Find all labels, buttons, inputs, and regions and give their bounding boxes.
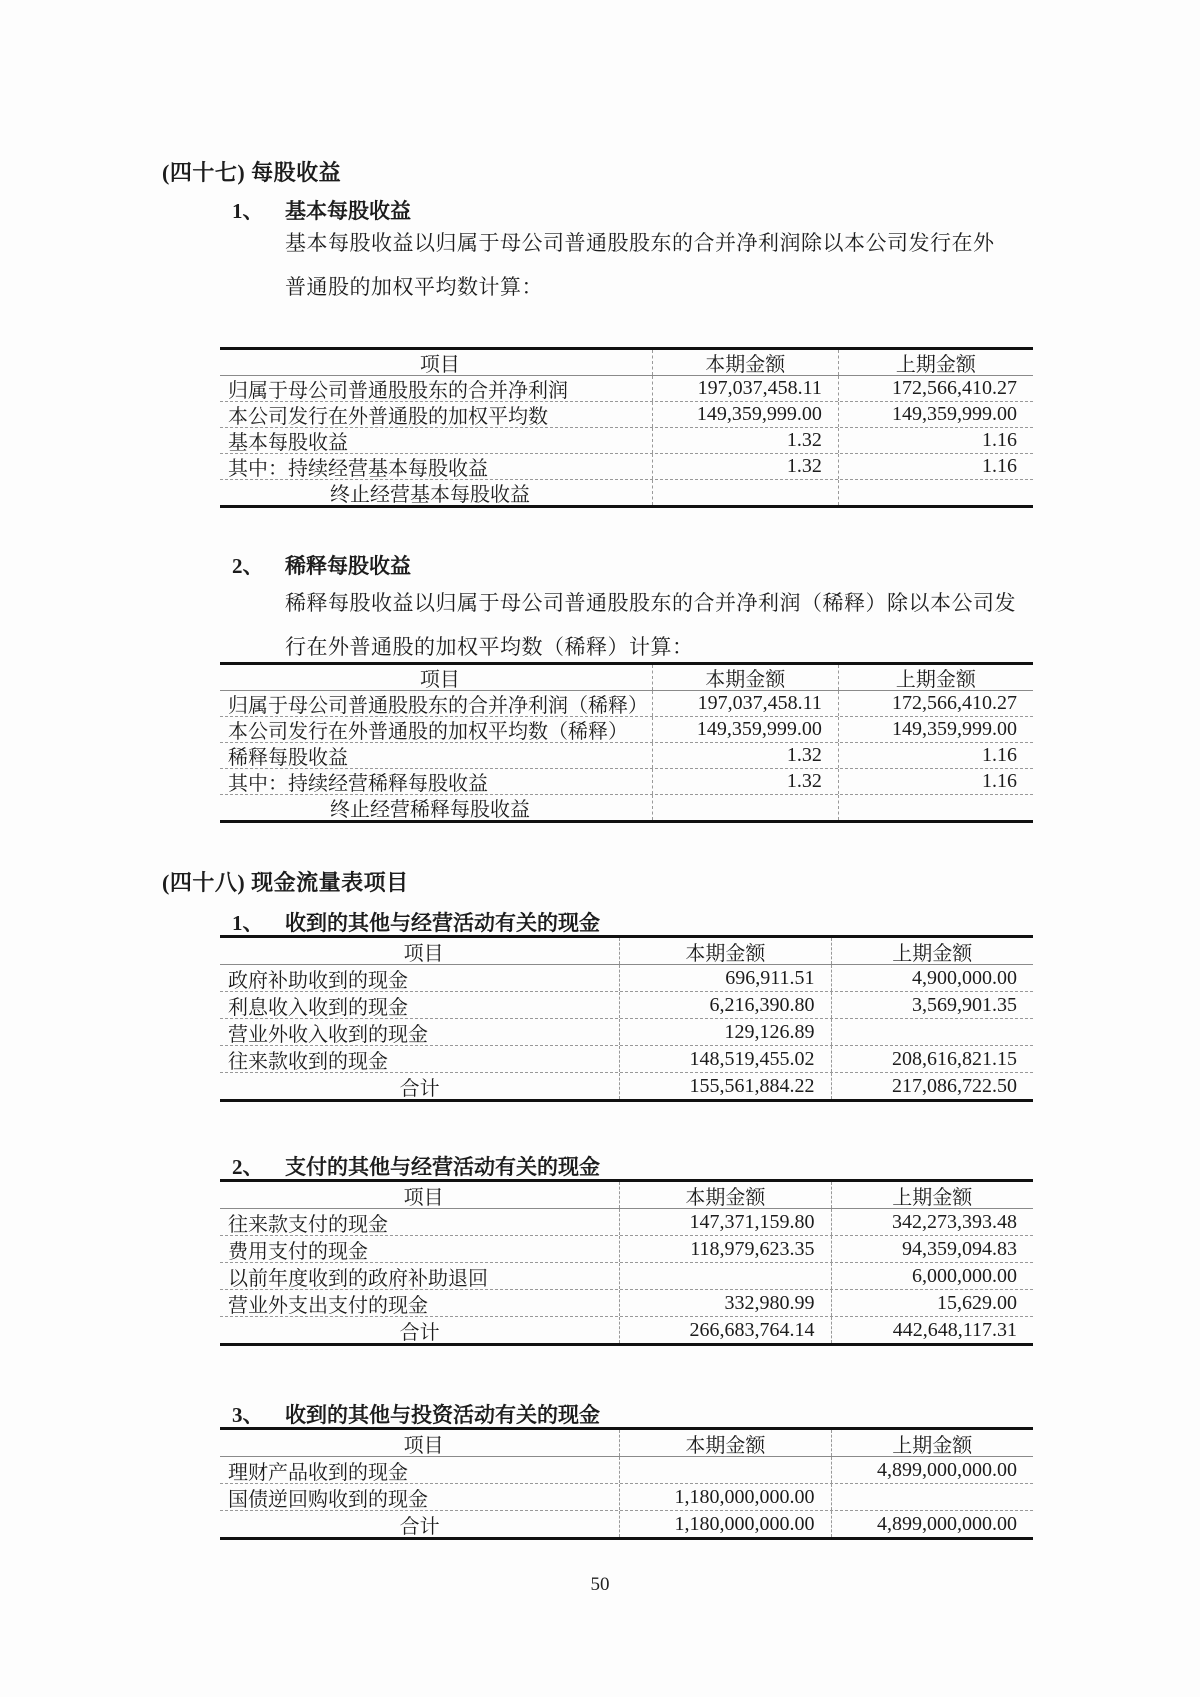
current-period-cell: 155,561,884.22 xyxy=(619,1073,830,1099)
prior-period-cell: 172,566,410.27 xyxy=(838,376,1033,401)
current-period-cell: 332,980.99 xyxy=(619,1290,830,1316)
table-row xyxy=(220,1235,1033,1262)
prior-period-cell: 342,273,393.48 xyxy=(831,1209,1033,1235)
prior-period-cell: 94,359,094.83 xyxy=(831,1236,1033,1262)
item-cell: 往来款收到的现金 xyxy=(228,1050,388,1072)
cash-paid-operating-block xyxy=(220,1152,1033,1346)
prior-period-cell: 1.16 xyxy=(838,743,1033,768)
item-cell: 归属于母公司普通股股东的合并净利润 xyxy=(228,380,568,401)
item-cell: 其中：持续经营稀释每股收益 xyxy=(228,773,488,794)
subsection-title: 支付的其他与经营活动有关的现金 xyxy=(285,1154,600,1179)
prior-period-cell: 6,000,000.00 xyxy=(831,1263,1033,1289)
table-row xyxy=(220,794,1033,820)
item-cell: 理财产品收到的现金 xyxy=(228,1461,408,1483)
column-header: 项目 xyxy=(403,1186,444,1208)
item-cell: 往来款支付的现金 xyxy=(228,1213,388,1235)
page-number: 50 xyxy=(590,1574,610,1595)
prior-period-cell: 4,900,000.00 xyxy=(831,965,1033,991)
paragraph-line: 行在外普通股的加权平均数（稀释）计算： xyxy=(285,635,694,659)
column-header: 项目 xyxy=(403,1434,444,1456)
table-row xyxy=(220,1208,1033,1235)
table-row xyxy=(220,690,1033,716)
subsection-title: 收到的其他与经营活动有关的现金 xyxy=(285,910,600,935)
prior-period-cell: 149,359,999.00 xyxy=(838,717,1033,742)
current-period-cell: 266,683,764.14 xyxy=(619,1317,830,1343)
column-header: 上期金额 xyxy=(838,665,1033,690)
table-row xyxy=(220,401,1033,427)
column-header: 上期金额 xyxy=(831,1182,1033,1208)
current-period-cell: 1.32 xyxy=(652,428,838,453)
subsection-title: 基本每股收益 xyxy=(285,199,411,223)
table-row xyxy=(220,375,1033,401)
current-period-cell: 148,519,455.02 xyxy=(619,1046,830,1072)
column-header: 上期金额 xyxy=(831,938,1033,964)
item-cell: 归属于母公司普通股股东的合并净利润（稀释） xyxy=(228,695,648,716)
subsection-title: 收到的其他与投资活动有关的现金 xyxy=(285,1402,600,1427)
prior-period-cell xyxy=(838,480,1033,505)
table-row xyxy=(220,742,1033,768)
table-row xyxy=(220,1018,1033,1045)
current-period-cell: 1.32 xyxy=(652,743,838,768)
item-cell: 其中：持续经营基本每股收益 xyxy=(228,458,488,479)
item-cell: 稀释每股收益 xyxy=(228,747,348,768)
table-header-row xyxy=(220,665,1033,690)
table-row xyxy=(220,1262,1033,1289)
table-row xyxy=(220,453,1033,479)
item-cell: 以前年度收到的政府补助退回 xyxy=(228,1267,488,1289)
paragraph-line: 基本每股收益以归属于母公司普通股股东的合并净利润除以本公司发行在外 xyxy=(285,231,995,255)
current-period-cell: 197,037,458.11 xyxy=(652,691,838,716)
prior-period-cell: 172,566,410.27 xyxy=(838,691,1033,716)
current-period-cell: 149,359,999.00 xyxy=(652,717,838,742)
subsection-48-1-heading xyxy=(220,908,1033,938)
current-period-cell xyxy=(652,795,838,820)
table-row xyxy=(220,964,1033,991)
item-cell: 政府补助收到的现金 xyxy=(228,969,408,991)
basic-eps-table xyxy=(220,347,1033,508)
table-header-row xyxy=(220,350,1033,375)
subsection-47-2-heading xyxy=(232,550,411,580)
item-cell: 利息收入收到的现金 xyxy=(228,996,408,1018)
item-cell: 本公司发行在外普通股的加权平均数 xyxy=(228,406,548,427)
item-cell: 费用支付的现金 xyxy=(228,1240,368,1262)
prior-period-cell: 442,648,117.31 xyxy=(831,1317,1033,1343)
item-cell: 本公司发行在外普通股的加权平均数（稀释） xyxy=(228,721,628,742)
prior-period-cell: 1.16 xyxy=(838,454,1033,479)
table-row xyxy=(220,479,1033,505)
paragraph-line: 普通股的加权平均数计算： xyxy=(285,275,543,299)
item-cell: 合计 xyxy=(399,1077,440,1099)
table-header-row xyxy=(220,1430,1033,1456)
prior-period-cell: 4,899,000,000.00 xyxy=(831,1511,1033,1537)
item-cell: 终止经营基本每股收益 xyxy=(330,484,530,505)
current-period-cell xyxy=(619,1457,830,1483)
subsection-title: 稀释每股收益 xyxy=(285,554,411,578)
prior-period-cell: 3,569,901.35 xyxy=(831,992,1033,1018)
table-row xyxy=(220,768,1033,794)
prior-period-cell xyxy=(831,1484,1033,1510)
current-period-cell xyxy=(652,480,838,505)
item-cell: 终止经营稀释每股收益 xyxy=(330,799,530,820)
subsection-number: 1、 xyxy=(232,199,264,223)
basic-eps-paragraph xyxy=(285,221,995,309)
current-period-cell: 696,911.51 xyxy=(619,965,830,991)
current-period-cell: 147,371,159.80 xyxy=(619,1209,830,1235)
diluted-eps-table xyxy=(220,662,1033,823)
section-48-heading: (四十八) 现金流量表项目 xyxy=(162,870,409,895)
cash-received-operating-block xyxy=(220,908,1033,1102)
subsection-48-3-heading xyxy=(220,1400,1033,1430)
column-header: 本期金额 xyxy=(619,1182,830,1208)
prior-period-cell: 217,086,722.50 xyxy=(831,1073,1033,1099)
item-cell: 国债逆回购收到的现金 xyxy=(228,1488,428,1510)
table-row xyxy=(220,991,1033,1018)
cash-received-investing-table xyxy=(220,1430,1033,1540)
table-row xyxy=(220,716,1033,742)
prior-period-cell xyxy=(838,795,1033,820)
table-row xyxy=(220,1289,1033,1316)
column-header: 项目 xyxy=(403,942,444,964)
prior-period-cell: 208,616,821.15 xyxy=(831,1046,1033,1072)
table-row xyxy=(220,1072,1033,1099)
current-period-cell: 1,180,000,000.00 xyxy=(619,1511,830,1537)
table-header-row xyxy=(220,1182,1033,1208)
cash-received-investing-block xyxy=(220,1400,1033,1540)
current-period-cell: 1.32 xyxy=(652,454,838,479)
item-cell: 合计 xyxy=(399,1515,440,1537)
current-period-cell: 129,126.89 xyxy=(619,1019,830,1045)
column-header: 项目 xyxy=(419,354,460,375)
prior-period-cell: 4,899,000,000.00 xyxy=(831,1457,1033,1483)
subsection-number: 1、 xyxy=(232,910,264,935)
column-header: 上期金额 xyxy=(838,350,1033,375)
item-cell: 营业外收入收到的现金 xyxy=(228,1023,428,1045)
column-header: 本期金额 xyxy=(652,350,838,375)
current-period-cell: 197,037,458.11 xyxy=(652,376,838,401)
subsection-48-2-heading xyxy=(220,1152,1033,1182)
item-cell: 合计 xyxy=(399,1321,440,1343)
table-row xyxy=(220,427,1033,453)
section-47-heading: (四十七) 每股收益 xyxy=(162,160,342,185)
column-header: 本期金额 xyxy=(619,1430,830,1456)
column-header: 本期金额 xyxy=(652,665,838,690)
current-period-cell: 118,979,623.35 xyxy=(619,1236,830,1262)
table-row xyxy=(220,1483,1033,1510)
subsection-number: 2、 xyxy=(232,554,264,578)
table-row xyxy=(220,1316,1033,1343)
column-header: 项目 xyxy=(419,669,460,690)
prior-period-cell: 149,359,999.00 xyxy=(838,402,1033,427)
cash-received-operating-table xyxy=(220,938,1033,1102)
cash-paid-operating-table xyxy=(220,1182,1033,1346)
table-row xyxy=(220,1456,1033,1483)
prior-period-cell: 1.16 xyxy=(838,769,1033,794)
current-period-cell: 1,180,000,000.00 xyxy=(619,1484,830,1510)
table-header-row xyxy=(220,938,1033,964)
item-cell: 营业外支出支付的现金 xyxy=(228,1294,428,1316)
prior-period-cell xyxy=(831,1019,1033,1045)
subsection-number: 2、 xyxy=(232,1154,264,1179)
paragraph-line: 稀释每股收益以归属于母公司普通股股东的合并净利润（稀释）除以本公司发 xyxy=(285,591,1016,615)
current-period-cell: 6,216,390.80 xyxy=(619,992,830,1018)
subsection-number: 3、 xyxy=(232,1402,264,1427)
column-header: 本期金额 xyxy=(619,938,830,964)
table-row xyxy=(220,1510,1033,1537)
current-period-cell xyxy=(619,1263,830,1289)
table-row xyxy=(220,1045,1033,1072)
column-header: 上期金额 xyxy=(831,1430,1033,1456)
prior-period-cell: 1.16 xyxy=(838,428,1033,453)
current-period-cell: 149,359,999.00 xyxy=(652,402,838,427)
prior-period-cell: 15,629.00 xyxy=(831,1290,1033,1316)
item-cell: 基本每股收益 xyxy=(228,432,348,453)
diluted-eps-paragraph xyxy=(285,581,1016,669)
current-period-cell: 1.32 xyxy=(652,769,838,794)
